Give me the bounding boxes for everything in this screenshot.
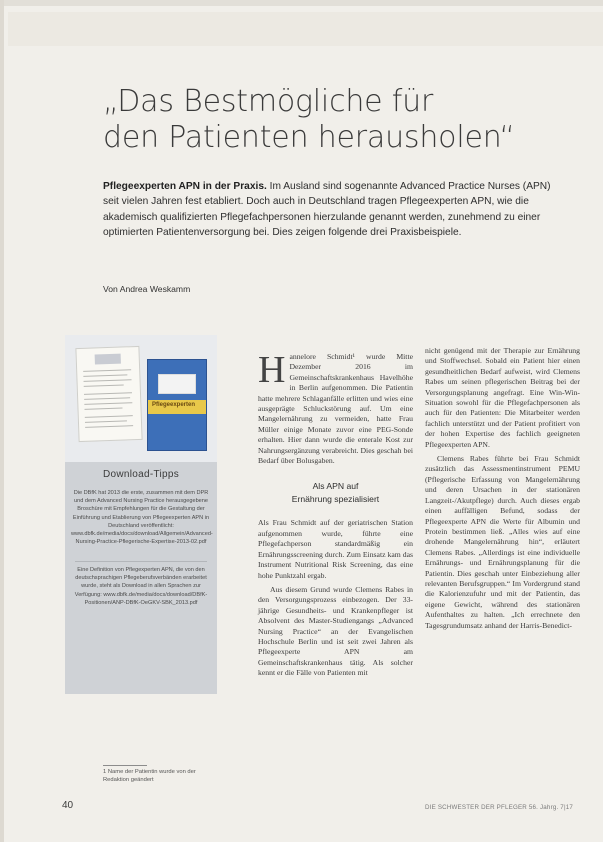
journal-footer: DIE SCHWESTER DER PFLEGER 56. Jahrg. 7|17: [425, 804, 574, 811]
footnote: 1 Name der Patientin wurde von der Redaktion geändert: [103, 769, 196, 783]
footnote-rule: [103, 765, 147, 766]
document-line: [85, 408, 123, 410]
document-line: [83, 374, 127, 377]
article-title: [103, 84, 573, 156]
document-line: [84, 379, 132, 382]
document-line: [84, 402, 132, 405]
download-tips-divider: [75, 561, 207, 562]
intro-lead: Pflegeexperten APN in der Praxis.: [103, 181, 267, 192]
document-line: [85, 415, 133, 418]
download-tip-1: Die DBfK hat 2013 die erste, zusammen mit dem DPR und dem Advanced Nursing Practice herausgegebene Broschüre mit Empfehlungen für die Gestaltung der Einführung und Etablierung von Pflegeexperten APN in Deutschland veröffentlicht: www.dbfk.de/media/docs/download/Allgemein/Advanced-Nursing-Practice-Pflegerische-Expertise-2013-02.pdf: [71, 490, 213, 546]
intro-text: Im Ausland sind sogenannte Advanced Practice Nurses (APN) seit vielen Jahren fest etabliert. Doch auch in Deutschland tragen Pflegeexperten APN, wie die akademisch qualifizierten Pflegefachpersonen hierzulande genannt werden, zunehmend zu einer optimierten Patientenversorgung bei. Dies zeigen folgende drei Praxisbeispiele.: [103, 181, 551, 239]
title-line-2: den Patienten herausholen“: [103, 120, 515, 155]
document-image: [75, 346, 142, 442]
brochure-image: [147, 359, 207, 451]
section-subheading: [258, 480, 413, 506]
download-tips-box: [65, 462, 217, 694]
document-line: [84, 392, 132, 395]
author-line: Von Andrea Weskamm: [103, 284, 191, 294]
document-line: [85, 425, 133, 428]
body-paragraph: Clemens Rabes führte bei Frau Schmidt zusätzlich das Assessmentinstrument PEMU (Pflegerische Erfassung von Mangelernährung und deren Ursachen in der stationären Langzeit-/Akutpflege) durch. Auch dieses ergab einen auffälligen Befund, sodass der Pflegeexperte APN die Werte für Albumin und Protein bestimmen ließ. „Alles wies auf eine drohende Mangelernährung hin“, erläutert Clemens Rabes. „Allerdings ist eine individuelle Ernährungs- und Ernährungsplanung für die Patientin. Dies geschah unter Einbeziehung aller relevanten Berufsgruppen.“ Im Vordergrund stand die Kalorienzufuhr und mit der Patientin, das eigene Gewicht, während des stationären Aufenthaltes zu halten. „Ich errechnete den Tagesgrundumsatz anhand der Harris-Benedict-: [425, 454, 580, 630]
brochure-sign: [158, 374, 196, 394]
document-line: [85, 420, 127, 422]
body-column-1: [258, 349, 413, 679]
body-paragraph: nicht genügend mit der Therapie zur Ernährung und Stoffwechsel. Sobald ein Patient hier einen gesundheitlichen Bedarf aufweist, wird Clemens Rabes um seinen pflegerischen Beitrag bei der Versorgungsplanung angefragt. Eine Win-Win-Situation sowohl für die Pflegefachpersonen als auch für den Patienten: Die Mitarbeiter werden fachlich unterstützt und der Patient profitiert von der hohen Expertise des fachlich geeigneten Pflegeexperten APN.: [425, 346, 580, 449]
sidebar-photo: [65, 335, 217, 462]
header-band: [8, 12, 603, 46]
subheading-line-2: Ernährung spezialisiert: [291, 494, 380, 505]
body-paragraph: Als Frau Schmidt auf der geriatrischen Station aufgenommen wurde, führte eine Pflegefachperson standardmäßig ein Ernährungsscreening durch. Zum Einsatz kam das Instrument Nutritional Risk Screening, das eine hohe Punktzahl ergab.: [258, 518, 413, 580]
article-intro: [103, 179, 561, 241]
page-edge-left: [0, 0, 4, 842]
document-logo: [95, 354, 121, 365]
brochure-band-label: Pflegeexperten: [152, 402, 196, 408]
document-line: [84, 384, 124, 386]
body-text: annelore Schmidt¹ wurde Mitte Dezember 2016 im Gemeinschaftskrankenhaus Havelhöhe in Berlin aufgenommen. Die Patientin hatte mehrere Schlaganfälle erlitten und wies eine ausgeprägte Schluckstörung auf. Um eine Mangelernährung zu vermeiden, hatte Frau Müller einige Monate zuvor eine PEG-Sonde erhalten. Hier dann wurde die enterale Kost zur Nahrungsergänzung verabreicht. Dies geschah bei Bedarf über Bolusgaben.: [258, 352, 413, 466]
body-column-2: [425, 346, 580, 631]
subheading-line-1: Als APN auf: [312, 481, 359, 492]
page-edge-top: [0, 0, 603, 6]
document-line: [83, 369, 131, 372]
page-number: 40: [62, 800, 74, 811]
body-paragraph: [258, 349, 413, 466]
document-line: [84, 397, 130, 400]
download-tips-heading: Download-Tipps: [102, 469, 180, 480]
body-paragraph: Aus diesem Grund wurde Clemens Rabes in den Versorgungsprozess einbezogen. Der 33-jährige Gesundheits- und Krankenpfleger ist Absolvent des Master-Studiengangs „Advanced Nursing Practice“ an der Evangelischen Hochschule Berlin und ist seit zwei Jahren als Pflegeexperte APN am Gemeinschaftskrankenhaus tätig. Als solcher kennt er die Fälle von Patienten mit: [258, 584, 413, 678]
drop-cap: H: [258, 349, 286, 391]
title-line-1: „Das Bestmögliche für: [103, 84, 434, 119]
download-tip-2: Eine Definition von Pflegexperten APN, die von den deutschsprachigen Pflegeberufsverbänden erarbeitet wurde, steht als Download in allen Sprachen zur Verfügung: www.dbfk.de/media/docs/download/DBfK-Positionen/ANP-DBfK-OeGKV-SBK_2013.pdf: [74, 567, 208, 606]
